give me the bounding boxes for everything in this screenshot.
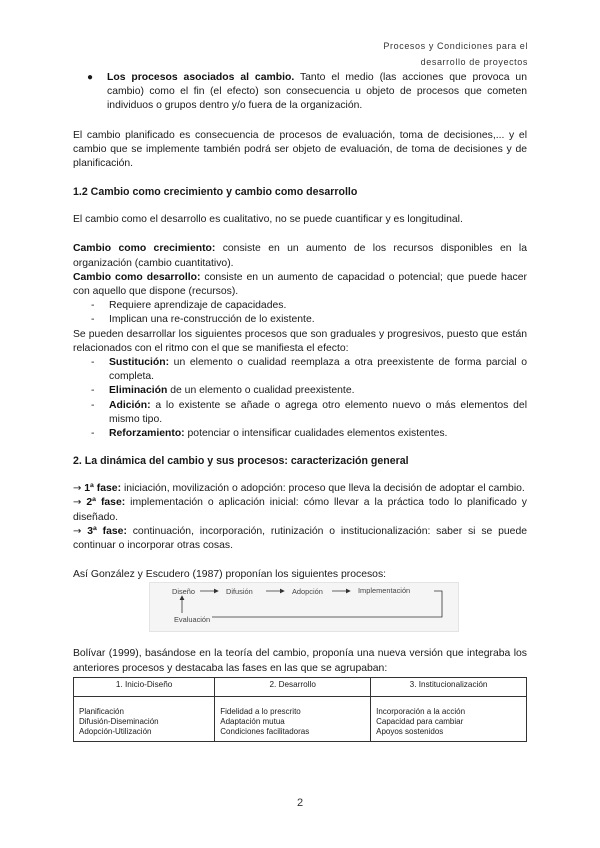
list-item: - Reforzamiento: potenciar o intensificar cualidades elementos existentes.	[73, 427, 527, 441]
list-item: - Eliminación de un elemento o cualidad preexistente.	[73, 384, 527, 398]
list-item: - Implican una re-construcción de lo existente.	[73, 313, 527, 327]
column-header: 3. Institucionalización	[371, 677, 527, 696]
table-header-row	[74, 677, 527, 696]
dash-icon: -	[91, 399, 95, 411]
paragraph-gonzalez-escudero: Así González y Escudero (1987) proponían los siguientes procesos:	[73, 569, 387, 581]
process-diagram	[149, 582, 459, 632]
header-line-2: desarrollo de proyectos	[420, 57, 528, 67]
dash-list-desarrollo	[73, 299, 527, 327]
desarrollo-bold: Cambio como desarrollo:	[73, 271, 201, 283]
fase-1: → 1ª fase: iniciación, movilización o adopción: proceso que lleva la decisión de adoptar el cambio.	[73, 483, 525, 495]
table-cell-inicio: Planificación Difusión-Diseminación Adopción-Utilización	[74, 696, 215, 741]
bullet-dot-icon: ●	[87, 72, 94, 83]
diagram-step-difusion: Difusión	[226, 587, 253, 597]
document-body	[73, 71, 527, 742]
diagram-step-implementacion: Implementación	[358, 586, 411, 596]
running-header	[328, 38, 528, 70]
dash-list-procesos	[73, 356, 527, 441]
right-arrow-icon: →	[73, 483, 82, 495]
table-cell-desarrollo: Fidelidad a lo prescrito Adaptación mutua Condiciones facilitadoras	[215, 696, 371, 741]
paragraph-cualitativo: El cambio como el desarrollo es cualitativo, no se puede cuantificar y es longitudinal.	[73, 214, 463, 226]
desarrollo-text: consiste en un aumento de capacidad o potencial; que puede hacer con aquello que dispone (recursos).	[73, 271, 527, 298]
column-header: 2. Desarrollo	[215, 677, 371, 696]
page-number: 2	[296, 797, 304, 809]
column-header: 1. Inicio-Diseño	[74, 677, 215, 696]
paragraph-crecimiento	[73, 242, 527, 270]
fases-list	[73, 482, 527, 553]
crecimiento-text: consiste en un aumento de los recursos disponibles en la organización (cambio cuantitativo).	[73, 243, 528, 269]
bullet-procesos-text	[107, 71, 527, 114]
list-item: - Sustitución: un elemento o cualidad reemplaza a otra preexistente de forma parcial o completa.	[73, 356, 527, 384]
header-line-1: Procesos y Condiciones para el	[383, 41, 528, 51]
table-row	[74, 696, 527, 741]
dash-icon: -	[91, 428, 95, 440]
bullet-procesos-bold: Los procesos asociados al cambio.	[107, 72, 295, 83]
paragraph-cambio-planificado: El cambio planificado es consecuencia de procesos de evaluación, toma de decisiones,... y el cambio que se implemente también podrá ser objeto de evaluación, de toma de decisiones y de planificación.	[73, 129, 527, 170]
right-arrow-icon: →	[73, 497, 82, 509]
phases-table	[73, 677, 527, 742]
heading-2: 2. La dinámica del cambio y sus procesos: caracterización general	[73, 455, 409, 468]
list-item: - Requiere aprendizaje de capacidades.	[73, 299, 527, 313]
crecimiento-bold: Cambio como crecimiento:	[73, 243, 216, 255]
bullet-procesos-body: Tanto el medio (las acciones que provoca un cambio) como el fin (el efecto) son consecuencia u objeto de procesos que cometen individuos o grupos dentro y/o fuera de la organización.	[107, 72, 527, 112]
diagram-step-adopcion: Adopción	[292, 587, 323, 597]
diagram-feedback-evaluacion: Evaluación	[174, 615, 211, 625]
table-cell-institucionalizacion: Incorporación a la acción Capacidad para cambiar Apoyos sostenidos	[371, 696, 527, 741]
dash-icon: -	[91, 357, 95, 369]
paragraph-procesos-graduales: Se pueden desarrollar los siguientes procesos que son graduales y progresivos, puesto que están relacionados con el ritmo con el que se manifiesta el efecto:	[73, 328, 527, 354]
paragraph-desarrollo	[73, 271, 527, 299]
dash-icon: -	[91, 314, 95, 326]
fase-2: → 2ª fase: implementación o aplicación inicial: cómo llevar a la práctica todo lo planificado y diseñado.	[73, 497, 527, 523]
diagram-step-diseno: Diseño	[172, 587, 196, 597]
list-item: - Adición: a lo existente se añade o agrega otro elemento nuevo o más elementos del mismo tipo.	[73, 399, 527, 427]
dash-icon: -	[91, 300, 95, 312]
bullet-procesos	[87, 71, 527, 114]
fase-3: → 3ª fase: continuación, incorporación, rutinización o institucionalización: saber si se puede continuar o incorporar otras cosas.	[73, 525, 527, 552]
heading-1-2: 1.2 Cambio como crecimiento y cambio como desarrollo	[73, 186, 358, 199]
right-arrow-icon: →	[73, 525, 82, 537]
dash-icon: -	[91, 385, 95, 397]
paragraph-bolivar: Bolívar (1999), basándose en la teoría del cambio, proponía una nueva versión que integraba los anteriores procesos y destacaba las fases en las que se agrupaban:	[73, 648, 527, 674]
